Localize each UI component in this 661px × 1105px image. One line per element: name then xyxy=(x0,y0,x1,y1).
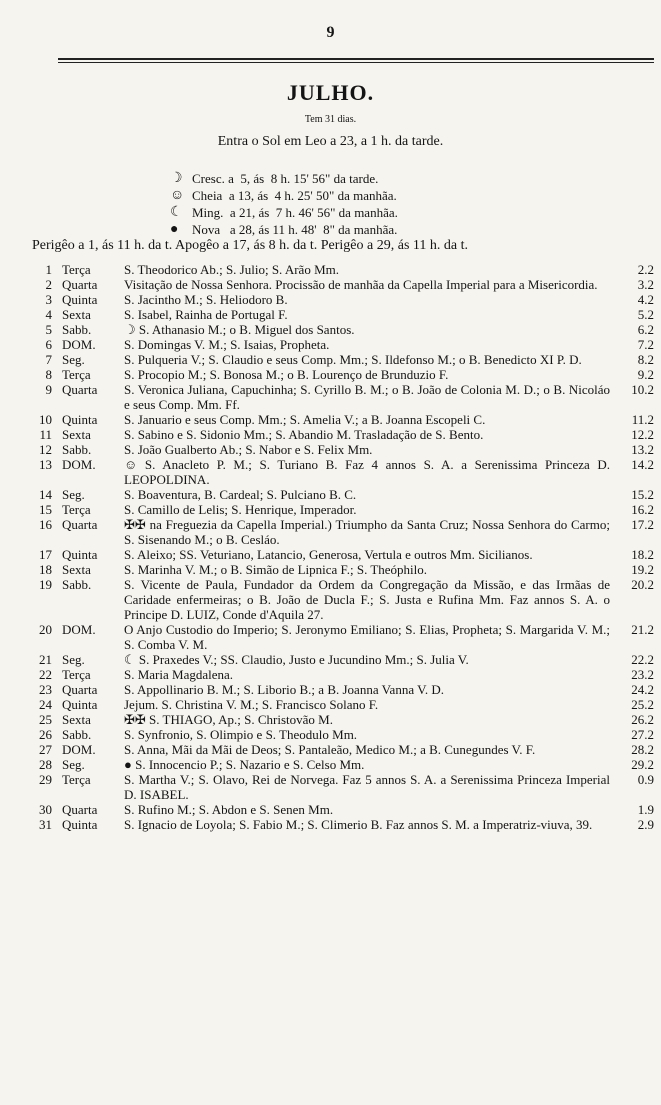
day-value: 5.2 xyxy=(637,307,654,322)
day-row xyxy=(30,742,654,757)
days-count: Tem 31 dias. xyxy=(304,114,357,125)
day-row xyxy=(30,367,654,382)
day-value: 14.2 xyxy=(631,457,654,472)
day-value: 25.2 xyxy=(631,697,654,712)
day-name: Quarta xyxy=(62,277,98,292)
waning-moon-icon: ☾ xyxy=(170,205,183,220)
day-number: 1 xyxy=(45,262,52,277)
day-name: Sexta xyxy=(62,562,91,577)
day-saints: S. Marinha V. M.; o B. Simão de Lipnica F.; S. Theóphilo. xyxy=(124,562,428,577)
day-saints: S. Theodorico Ab.; S. Julio; S. Arão Mm. xyxy=(124,262,339,277)
day-value: 20.2 xyxy=(631,577,654,592)
day-name: Sabb. xyxy=(62,442,92,457)
moon-phase-text: Nova a 28, ás 11 h. 48' 8" da manhãa. xyxy=(192,222,398,237)
day-saints: S. Sabino e S. Sidonio Mm.; S. Abandio M. Trasladação de S. Bento. xyxy=(124,427,484,442)
day-name: DOM. xyxy=(62,622,96,637)
sun-entry: Entra o Sol em Leo a 23, a 1 h. da tarde. xyxy=(217,134,444,149)
day-row xyxy=(30,262,654,277)
day-saints: S. Rufino M.; S. Abdon e S. Senen Mm. xyxy=(124,802,334,817)
day-number: 16 xyxy=(39,517,52,532)
day-number: 14 xyxy=(39,487,52,502)
day-name: Sexta xyxy=(62,712,91,727)
day-row xyxy=(30,667,654,682)
day-name: Quinta xyxy=(62,697,98,712)
day-value: 13.2 xyxy=(631,442,654,457)
day-value: 21.2 xyxy=(631,622,654,637)
day-value: 11.2 xyxy=(631,412,654,427)
moon-phase-row xyxy=(170,170,398,187)
day-number: 25 xyxy=(39,712,52,727)
day-value: 3.2 xyxy=(637,277,654,292)
day-saints: S. Januario e seus Comp. Mm.; S. Amelia V.; a B. Joanna Escopeli C. xyxy=(124,412,486,427)
moon-phases xyxy=(170,170,398,238)
day-value: 19.2 xyxy=(631,562,654,577)
day-row xyxy=(30,622,654,652)
day-name: Terça xyxy=(62,502,91,517)
day-value: 18.2 xyxy=(631,547,654,562)
day-name: Quinta xyxy=(62,412,98,427)
day-row xyxy=(30,712,654,727)
day-number: 23 xyxy=(39,682,52,697)
day-value: 29.2 xyxy=(631,757,654,772)
day-row xyxy=(30,382,654,412)
new-moon-icon: ● xyxy=(170,222,179,237)
day-saints: ☾ S. Praxedes V.; SS. Claudio, Justo e Jucundino Mm.; S. Julia V. xyxy=(124,652,469,667)
day-value: 24.2 xyxy=(631,682,654,697)
day-row xyxy=(30,757,654,772)
day-name: Sabb. xyxy=(62,577,92,592)
day-number: 26 xyxy=(39,727,52,742)
moon-phase-text: Cresc. a 5, ás 8 h. 15' 56" da tarde. xyxy=(192,171,379,186)
day-saints: S. Maria Magdalena. xyxy=(124,667,234,682)
day-saints: S. Appollinario B. M.; S. Liborio B.; a B. Joanna Vanna V. D. xyxy=(124,682,444,697)
day-row xyxy=(30,652,654,667)
day-value: 15.2 xyxy=(631,487,654,502)
day-saints: S. Synfronio, S. Olimpio e S. Theodulo Mm. xyxy=(124,727,358,742)
day-saints: S. Jacintho M.; S. Heliodoro B. xyxy=(124,292,288,307)
day-value: 12.2 xyxy=(631,427,654,442)
day-row xyxy=(30,562,654,577)
day-row xyxy=(30,307,654,322)
moon-phase-row xyxy=(170,187,398,204)
header-rule-thin xyxy=(58,62,654,63)
day-number: 30 xyxy=(39,802,52,817)
day-name: Quarta xyxy=(62,517,98,532)
day-row xyxy=(30,772,654,802)
full-moon-icon: ☺ xyxy=(170,188,185,203)
day-row xyxy=(30,817,654,832)
day-value: 0.9 xyxy=(637,772,654,787)
day-row xyxy=(30,412,654,427)
day-saints: S. João Gualberto Ab.; S. Nabor e S. Felix Mm. xyxy=(124,442,373,457)
day-row xyxy=(30,802,654,817)
moon-phase-row xyxy=(170,204,398,221)
day-name: Terça xyxy=(62,367,91,382)
day-name: DOM. xyxy=(62,457,96,472)
day-saints: S. Anna, Mãi da Mãi de Deos; S. Pantaleão, Medico M.; a B. Cunegundes V. F. xyxy=(124,742,536,757)
day-saints: ☺ S. Anacleto P. M.; S. Turiano B. Faz 4 annos S. A. a Serenissima Princeza D. LEOPOLDINA. xyxy=(124,457,610,487)
day-number: 27 xyxy=(39,742,52,757)
day-number: 24 xyxy=(39,697,52,712)
day-name: Sexta xyxy=(62,307,91,322)
day-saints: ☽ S. Athanasio M.; o B. Miguel dos Santos. xyxy=(124,322,355,337)
day-value: 7.2 xyxy=(637,337,654,352)
day-saints: S. Isabel, Rainha de Portugal F. xyxy=(124,307,288,322)
day-name: Seg. xyxy=(62,352,85,367)
page-number: 9 xyxy=(326,24,335,41)
day-row xyxy=(30,277,654,292)
days-list xyxy=(30,262,654,832)
day-saints: Visitação de Nossa Senhora. Procissão de manhãa da Capella Imperial para a Misericordia. xyxy=(124,277,598,292)
day-name: Terça xyxy=(62,772,91,787)
day-saints: S. Martha V.; S. Olavo, Rei de Norvega. Faz 5 annos S. A. a Serenissima Princeza Imperial D. ISABEL. xyxy=(124,772,610,802)
day-saints: S. Veronica Juliana, Capuchinha; S. Cyrillo B. M.; o B. João de Colonia M. D.; o B. Nicoláo e seus Comp. Mm. Ff. xyxy=(124,382,610,412)
day-row xyxy=(30,322,654,337)
day-value: 27.2 xyxy=(631,727,654,742)
day-value: 9.2 xyxy=(637,367,654,382)
day-value: 23.2 xyxy=(631,667,654,682)
day-value: 8.2 xyxy=(637,352,654,367)
day-value: 1.9 xyxy=(637,802,654,817)
day-number: 17 xyxy=(39,547,52,562)
day-name: Seg. xyxy=(62,652,85,667)
day-saints: S. Ignacio de Loyola; S. Fabio M.; S. Climerio B. Faz annos S. M. a Imperatriz-viuva, 39. xyxy=(124,817,593,832)
day-value: 10.2 xyxy=(631,382,654,397)
day-name: Seg. xyxy=(62,487,85,502)
day-number: 31 xyxy=(39,817,52,832)
day-name: Seg. xyxy=(62,757,85,772)
day-number: 19 xyxy=(39,577,52,592)
day-number: 2 xyxy=(45,277,52,292)
day-name: Sabb. xyxy=(62,322,92,337)
day-row xyxy=(30,337,654,352)
day-name: Sabb. xyxy=(62,727,92,742)
day-saints: S. Aleixo; SS. Veturiano, Latancio, Generosa, Vertula e outros Mm. Sicilianos. xyxy=(124,547,533,562)
perigee-line: Perigêo a 1, ás 11 h. da t. Apogêo a 17, ás 8 h. da t. Perigêo a 29, ás 11 h. da t. xyxy=(32,238,468,253)
day-value: 4.2 xyxy=(637,292,654,307)
day-value: 26.2 xyxy=(631,712,654,727)
day-number: 15 xyxy=(39,502,52,517)
day-name: Terça xyxy=(62,262,91,277)
day-number: 22 xyxy=(39,667,52,682)
day-number: 4 xyxy=(45,307,52,322)
day-number: 8 xyxy=(45,367,52,382)
day-row xyxy=(30,577,654,622)
day-saints: S. Boaventura, B. Cardeal; S. Pulciano B. C. xyxy=(124,487,357,502)
day-number: 28 xyxy=(39,757,52,772)
day-value: 28.2 xyxy=(631,742,654,757)
day-row xyxy=(30,487,654,502)
day-number: 29 xyxy=(39,772,52,787)
day-value: 2.2 xyxy=(637,262,654,277)
day-saints: S. Domingas V. M.; S. Isaias, Propheta. xyxy=(124,337,330,352)
day-row xyxy=(30,457,654,487)
day-name: Quinta xyxy=(62,292,98,307)
day-name: Quinta xyxy=(62,547,98,562)
day-name: DOM. xyxy=(62,337,96,352)
day-row xyxy=(30,517,654,547)
day-number: 12 xyxy=(39,442,52,457)
day-row xyxy=(30,697,654,712)
crescent-moon-icon: ☽ xyxy=(170,171,183,186)
moon-phase-text: Ming. a 21, ás 7 h. 46' 56" da manhãa. xyxy=(192,205,398,220)
day-name: Quinta xyxy=(62,817,98,832)
header-rule xyxy=(58,58,654,60)
day-saints: O Anjo Custodio do Imperio; S. Jeronymo Emiliano; S. Elias, Propheta; S. Margarida V. M.; S. Comba V. M. xyxy=(124,622,610,652)
day-value: 17.2 xyxy=(631,517,654,532)
day-row xyxy=(30,352,654,367)
day-number: 13 xyxy=(39,457,52,472)
day-number: 7 xyxy=(45,352,52,367)
day-value: 16.2 xyxy=(631,502,654,517)
day-number: 6 xyxy=(45,337,52,352)
day-name: Quarta xyxy=(62,802,98,817)
day-name: Terça xyxy=(62,667,91,682)
day-number: 5 xyxy=(45,322,52,337)
day-saints: ✠✠ na Freguezia da Capella Imperial.) Triumpho da Santa Cruz; Nossa Senhora do Carmo; S. Sisenando M.; o B. Cesláo. xyxy=(124,517,610,547)
day-number: 9 xyxy=(45,382,52,397)
day-saints: S. Procopio M.; S. Bonosa M.; o B. Lourenço de Brunduzio F. xyxy=(124,367,449,382)
day-saints: S. Pulqueria V.; S. Claudio e seus Comp. Mm.; S. Ildefonso M.; o B. Benedicto XI P. D. xyxy=(124,352,582,367)
moon-phase-row xyxy=(170,221,398,238)
day-value: 2.9 xyxy=(637,817,654,832)
day-row xyxy=(30,547,654,562)
month-title: JULHO. xyxy=(286,80,375,105)
day-row xyxy=(30,442,654,457)
moon-phase-text: Cheia a 13, ás 4 h. 25' 50" da manhãa. xyxy=(192,188,397,203)
day-name: Sexta xyxy=(62,427,91,442)
day-row xyxy=(30,727,654,742)
day-name: Quarta xyxy=(62,382,98,397)
day-saints: S. Camillo de Lelis; S. Henrique, Imperador. xyxy=(124,502,357,517)
day-name: DOM. xyxy=(62,742,96,757)
day-saints: Jejum. S. Christina V. M.; S. Francisco Solano F. xyxy=(124,697,379,712)
day-row xyxy=(30,292,654,307)
day-number: 18 xyxy=(39,562,52,577)
day-number: 3 xyxy=(45,292,52,307)
day-row xyxy=(30,502,654,517)
day-number: 20 xyxy=(39,622,52,637)
day-number: 11 xyxy=(39,427,52,442)
day-row xyxy=(30,682,654,697)
day-saints: S. Vicente de Paula, Fundador da Ordem da Congregação da Missão, e das Irmãas de Caridade enfermeiras; o B. João de Ducla F.; S. Justa e Rufina Mm. Faz annos S. A. o Principe D. LUIZ, Conde d'Aquila 27. xyxy=(124,577,610,622)
day-saints: ✠✠ S. THIAGO, Ap.; S. Christovão M. xyxy=(124,712,333,727)
day-value: 22.2 xyxy=(631,652,654,667)
day-name: Quarta xyxy=(62,682,98,697)
day-row xyxy=(30,427,654,442)
day-number: 10 xyxy=(39,412,52,427)
day-number: 21 xyxy=(39,652,52,667)
day-value: 6.2 xyxy=(637,322,654,337)
day-saints: ● S. Innocencio P.; S. Nazario e S. Celso Mm. xyxy=(124,757,365,772)
